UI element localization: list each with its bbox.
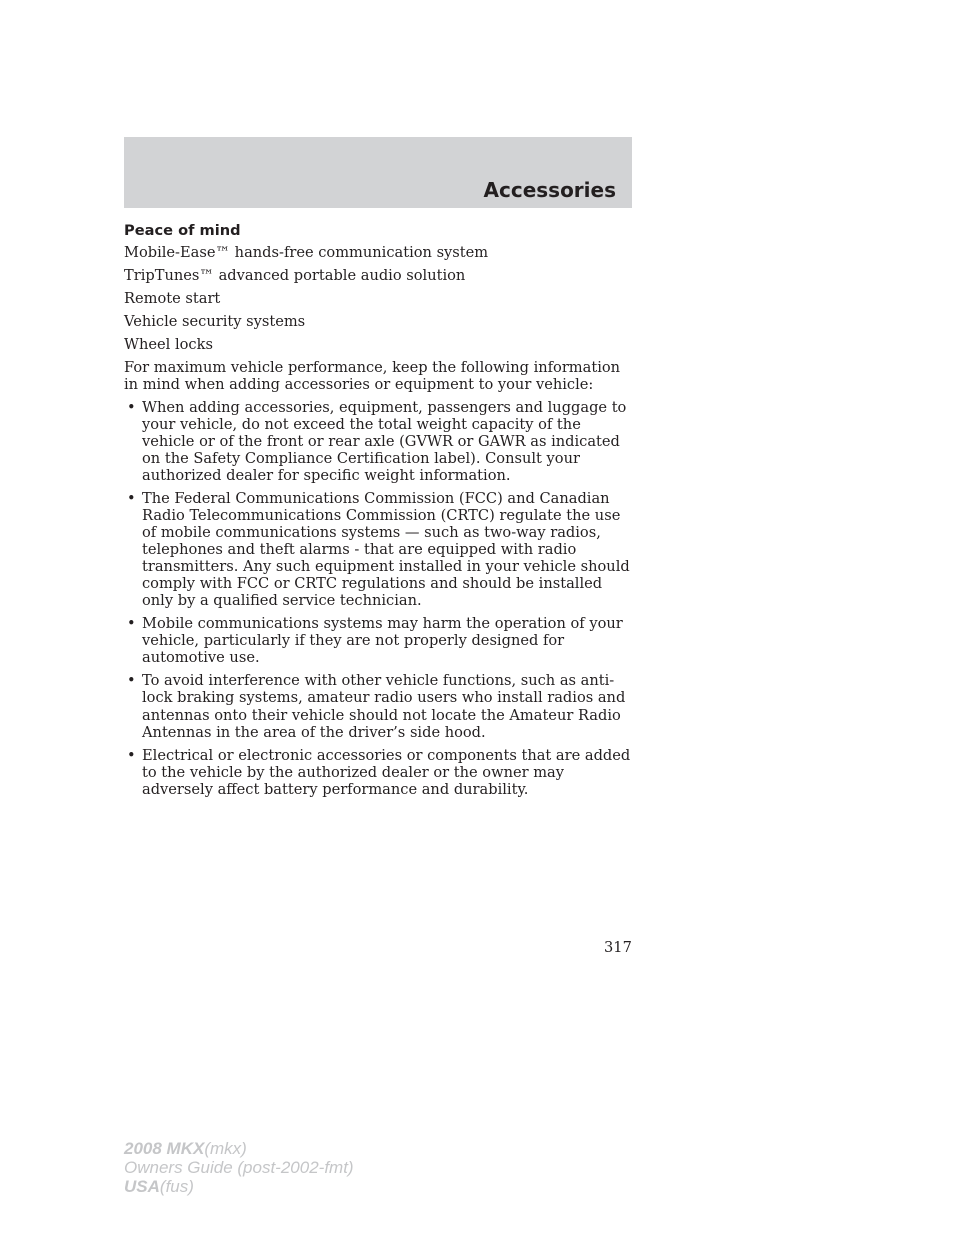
accessory-item: Remote start	[124, 289, 221, 307]
bullet-text: To avoid interference with other vehicle functions, such as anti-lock braking systems, amateur radio users who install radios and antennas onto their vehicle should not locate the Amateur Radio Antennas in the area of the driver’s side hood.	[142, 672, 626, 741]
bullet-dot-icon: •	[127, 615, 136, 633]
section-heading: Peace of mind	[124, 222, 241, 239]
bullet-dot-icon: •	[127, 398, 136, 416]
bullet-item	[124, 615, 634, 666]
bullet-item	[124, 672, 634, 740]
bullet-item	[124, 399, 634, 484]
bullet-dot-icon: •	[127, 672, 136, 690]
bullet-dot-icon: •	[127, 489, 136, 507]
bullet-list	[124, 399, 634, 798]
accessory-item: TripTunes™ advanced portable audio solution	[124, 266, 466, 284]
footer-market-code: (fus)	[159, 1177, 194, 1196]
footer-model-code: (mkx)	[204, 1139, 247, 1158]
document-footer	[124, 1139, 354, 1196]
bullet-text: Mobile communications systems may harm the operation of your vehicle, particularly if they are not properly designed for automotive use.	[142, 615, 623, 667]
footer-line-model	[124, 1139, 354, 1158]
section-header-band	[124, 137, 632, 208]
page-number: 317	[604, 939, 632, 956]
bullet-text: When adding accessories, equipment, passengers and luggage to your vehicle, do not exceed the total weight capacity of the vehicle or of the front or rear axle (GVWR or GAWR as indicated on the Safety Compliance Certification label). Consult your authorized dealer for specific weight information.	[142, 398, 627, 484]
section-title: Accessories	[483, 178, 616, 202]
footer-line-guide: Owners Guide (post-2002-fmt)	[124, 1158, 354, 1177]
footer-model: 2008 MKX	[124, 1139, 205, 1158]
bullet-text: The Federal Communications Commission (FCC) and Canadian Radio Telecommunications Commission (CRTC) regulate the use of mobile communications systems — such as two-way radios, telephones and theft alarms - that are equipped with radio transmitters. Any such equipment installed in your vehicle should comply with FCC or CRTC regulations and should be installed only by a qualified service technician.	[142, 489, 630, 610]
bullet-text: Electrical or electronic accessories or components that are added to the vehicle by the authorized dealer or the owner may adversely affect battery performance and durability.	[142, 746, 631, 798]
accessory-item: Wheel locks	[124, 335, 213, 353]
footer-line-market	[124, 1177, 354, 1196]
page-content	[124, 222, 634, 804]
intro-paragraph: For maximum vehicle performance, keep the following information in mind when adding accessories or equipment to your vehicle:	[124, 358, 621, 393]
bullet-item	[124, 490, 634, 610]
bullet-dot-icon: •	[127, 746, 136, 764]
accessory-item: Vehicle security systems	[124, 312, 306, 330]
accessory-item: Mobile-Ease™ hands-free communication system	[124, 244, 489, 262]
footer-market: USA	[124, 1177, 160, 1196]
bullet-item	[124, 747, 634, 798]
